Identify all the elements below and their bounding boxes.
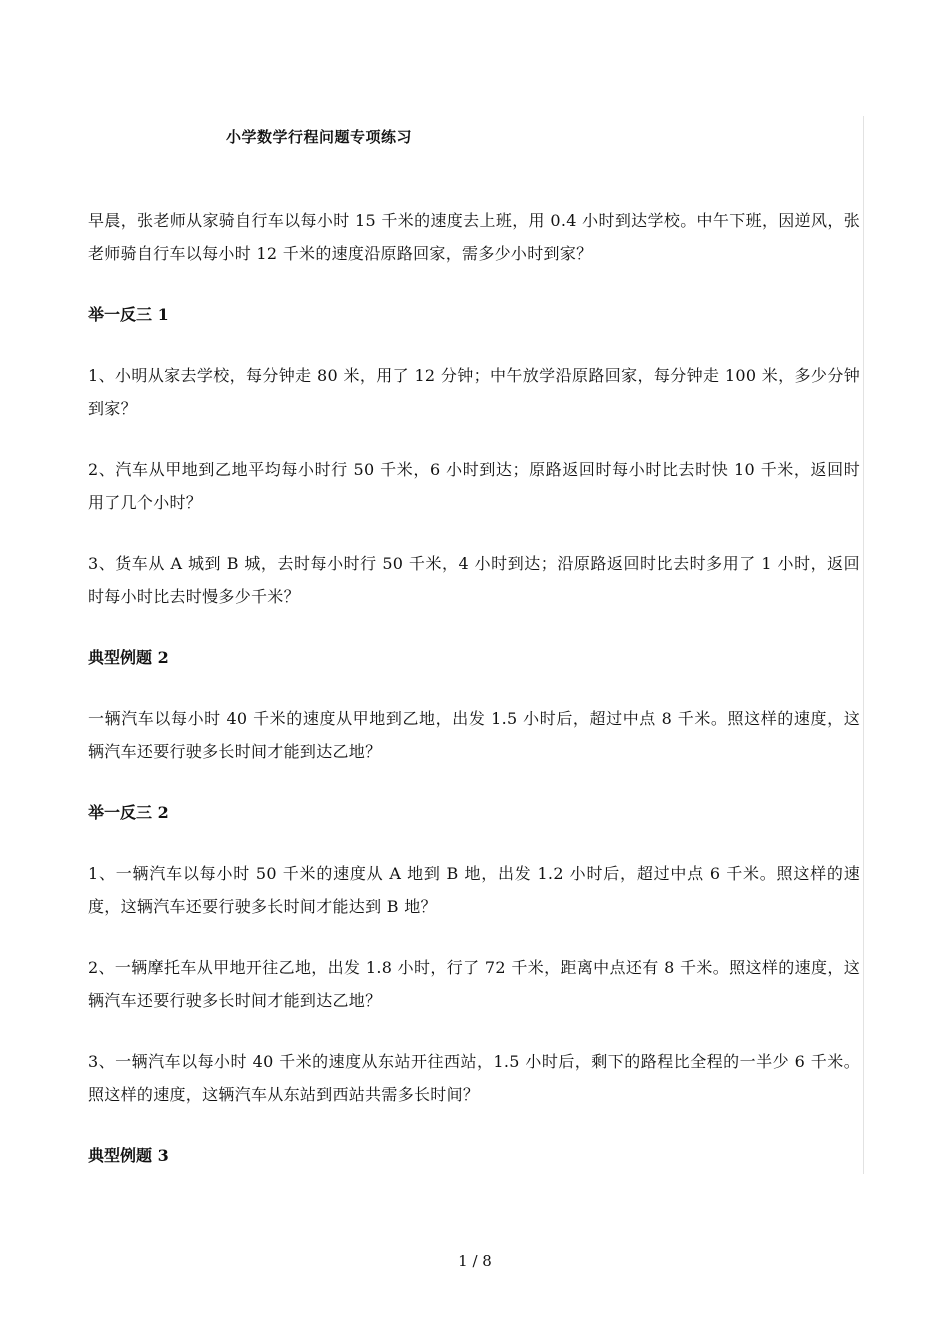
problem-paragraph: 早晨，张老师从家骑自行车以每小时 15 千米的速度去上班，用 0.4 小时到达学校。中午下班，因逆风，张老师骑自行车以每小时 12 千米的速度沿原路回家，需多少小时到家？ (88, 211, 860, 263)
problem-paragraph: 一辆汽车以每小时 40 千米的速度从甲地到乙地，出发 1.5 小时后，超过中点 8 千米。照这样的速度，这辆汽车还要行驶多长时间才能到达乙地？ (88, 709, 860, 761)
problem-paragraph: 1、小明从家去学校，每分钟走 80 米，用了 12 分钟；中午放学沿原路回家，每分钟走 100 米，多少分钟到家？ (88, 366, 860, 418)
problem-paragraph: 2、汽车从甲地到乙地平均每小时行 50 千米，6 小时到达；原路返回时每小时比去时快 10 千米，返回时用了几个小时？ (88, 460, 860, 512)
page-edge-divider (863, 116, 864, 1174)
problem-paragraph: 3、一辆汽车以每小时 40 千米的速度从东站开往西站，1.5 小时后，剩下的路程比全程的一半少 6 千米。照这样的速度，这辆汽车从东站到西站共需多长时间？ (88, 1052, 860, 1104)
document-title: 小学数学行程问题专项练习 (226, 128, 413, 146)
document-body (88, 204, 860, 1200)
section-heading: 举一反三 1 (88, 305, 169, 324)
page-number: 1 / 8 (458, 1252, 492, 1270)
section-heading: 举一反三 2 (88, 803, 169, 822)
problem-paragraph: 1、一辆汽车以每小时 50 千米的速度从 A 地到 B 地，出发 1.2 小时后，超过中点 6 千米。照这样的速度，这辆汽车还要行驶多长时间才能达到 B 地？ (88, 864, 860, 916)
section-heading: 典型例题 2 (88, 648, 169, 667)
problem-paragraph: 2、一辆摩托车从甲地开往乙地，出发 1.8 小时，行了 72 千米，距离中点还有 8 千米。照这样的速度，这辆汽车还要行驶多长时间才能到达乙地？ (88, 958, 860, 1010)
section-heading: 典型例题 3 (88, 1146, 169, 1165)
problem-paragraph: 3、货车从 A 城到 B 城，去时每小时行 50 千米，4 小时到达；沿原路返回时比去时多用了 1 小时，返回时每小时比去时慢多少千米？ (88, 554, 860, 606)
